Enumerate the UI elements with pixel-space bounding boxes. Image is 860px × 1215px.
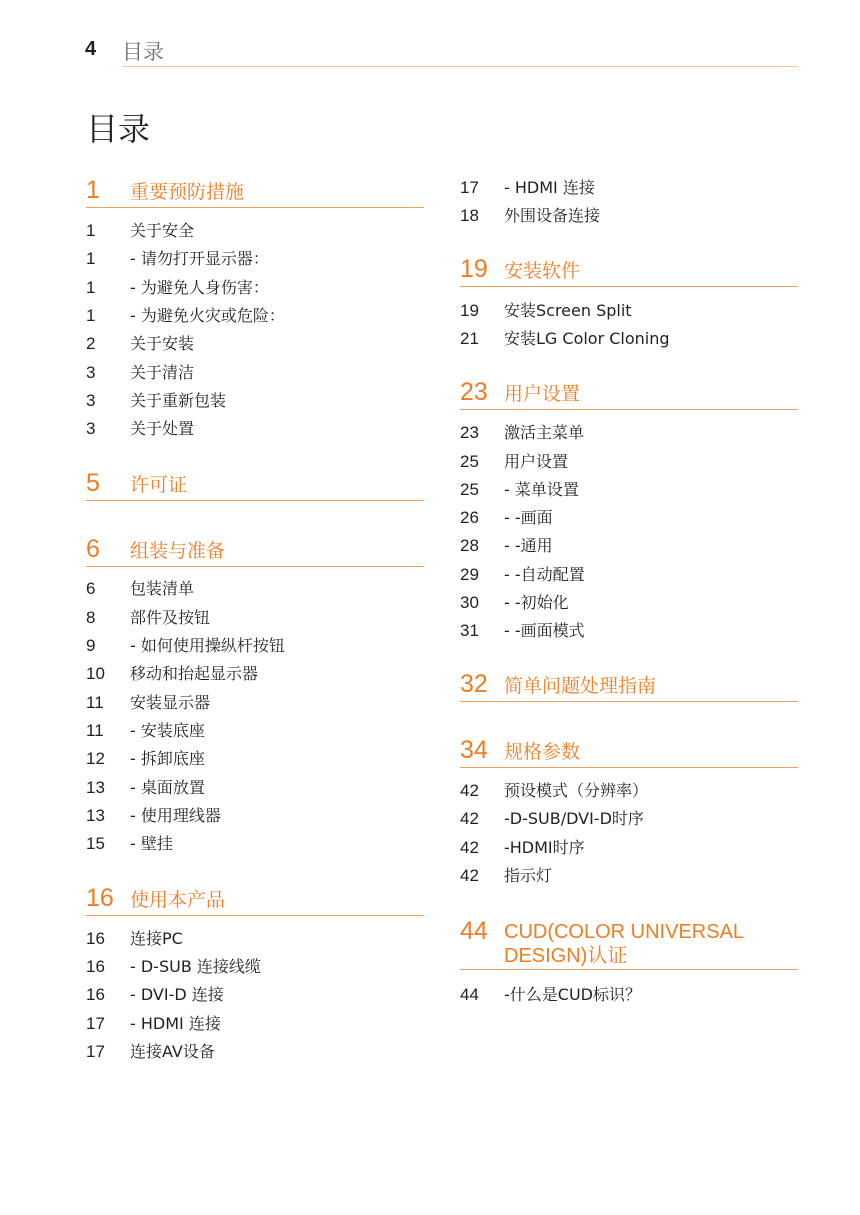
page-title: 目录: [86, 110, 151, 148]
entry-page: 23: [460, 423, 479, 442]
entry-page: 8: [86, 608, 96, 627]
section-title: 使用本产品: [130, 889, 226, 911]
entry-page: 42: [460, 809, 479, 828]
entry-text: 指示灯: [504, 866, 553, 885]
section-title: 许可证: [130, 474, 188, 496]
entry-text: - 为避免人身伤害：: [130, 278, 269, 297]
entry-text: 关于清洁: [130, 363, 195, 382]
entry-page: 30: [460, 593, 479, 612]
entry-text: 关于重新包装: [130, 391, 227, 410]
toc-section-heading[interactable]: [460, 378, 798, 410]
entry-text: - 壁挂: [130, 834, 173, 853]
entry-text: 连接PC: [130, 929, 183, 948]
entry-page: 16: [86, 957, 105, 976]
entry-page: 29: [460, 565, 479, 584]
entry-text: 移动和抬起显示器: [130, 664, 259, 683]
entry-page: 11: [86, 721, 104, 740]
entry-page: 1: [86, 278, 96, 297]
entry-text: 关于安全: [130, 221, 195, 240]
entry-page: 2: [86, 334, 96, 353]
entry-text: 关于安装: [130, 334, 195, 353]
entry-page: 11: [86, 693, 104, 712]
entry-page: 10: [86, 664, 105, 683]
section-number: 1: [86, 176, 100, 204]
entry-text: - 请勿打开显示器：: [130, 249, 269, 268]
entry-text: - 安装底座: [130, 721, 205, 740]
section-title: 规格参数: [504, 741, 581, 763]
entry-text: -HDMI时序: [504, 838, 585, 857]
section-title: CUD(COLOR UNIVERSAL DESIGN)认证: [504, 921, 744, 967]
page-number: 4: [85, 38, 97, 60]
toc-section[interactable]: [86, 535, 424, 567]
entry-text: -D-SUB/DVI-D时序: [504, 809, 644, 828]
section-number: 5: [86, 469, 100, 497]
entry-text: - -画面: [504, 508, 553, 527]
header-title: 目录: [122, 40, 164, 64]
toc-section[interactable]: [86, 176, 424, 208]
entry-text: - 为避免火灾或危险：: [130, 306, 285, 325]
section-number: 23: [460, 378, 488, 406]
section-title: 简单问题处理指南: [504, 675, 657, 697]
entry-text: 外围设备连接: [504, 206, 601, 225]
entry-page: 31: [460, 621, 479, 640]
entry-text: 关于处置: [130, 419, 195, 438]
entry-text: 激活主菜单: [504, 423, 585, 442]
entry-text: 包装清单: [130, 579, 195, 598]
section-title: 重要预防措施: [130, 181, 245, 203]
entry-page: 1: [86, 249, 96, 268]
entry-text: - 使用理线器: [130, 806, 221, 825]
toc-section[interactable]: [460, 255, 798, 287]
entry-page: 3: [86, 391, 96, 410]
entry-page: 16: [86, 929, 105, 948]
toc-section-heading[interactable]: [86, 469, 424, 501]
toc-section[interactable]: [460, 736, 798, 768]
entry-text: 安装显示器: [130, 693, 211, 712]
toc-section[interactable]: [460, 670, 798, 702]
entry-text: - 拆卸底座: [130, 749, 205, 768]
toc-section[interactable]: [86, 469, 424, 501]
toc-section-heading[interactable]: [460, 670, 798, 702]
entry-text: 部件及按钮: [130, 608, 211, 627]
entry-text: - 如何使用操纵杆按钮: [130, 636, 285, 655]
entry-page: 1: [86, 221, 96, 240]
entry-page: 25: [460, 452, 479, 471]
entry-page: 3: [86, 363, 96, 382]
entry-page: 17: [86, 1042, 105, 1061]
entry-text: - 菜单设置: [504, 480, 579, 499]
section-title: 安装软件: [504, 260, 581, 282]
entry-text: 用户设置: [504, 452, 569, 471]
entry-page: 9: [86, 636, 96, 655]
entry-text: 安装Screen Split: [504, 301, 632, 320]
entry-page: 16: [86, 985, 105, 1004]
entry-text: - -画面模式: [504, 621, 585, 640]
entry-text: - HDMI 连接: [130, 1014, 221, 1033]
toc-section-heading[interactable]: [86, 176, 424, 208]
entry-text: - -通用: [504, 536, 553, 555]
entry-page: 44: [460, 985, 479, 1004]
entry-text: 预设模式（分辨率）: [504, 781, 649, 800]
entry-page: 42: [460, 838, 479, 857]
entry-page: 13: [86, 778, 105, 797]
entry-page: 13: [86, 806, 105, 825]
entry-page: 19: [460, 301, 479, 320]
entry-page: 1: [86, 306, 96, 325]
toc-section-heading[interactable]: [460, 736, 798, 768]
section-number: 16: [86, 884, 114, 912]
section-number: 44: [460, 917, 488, 945]
entry-page: 12: [86, 749, 105, 768]
entry-page: 6: [86, 579, 96, 598]
entry-page: 42: [460, 781, 479, 800]
entry-page: 3: [86, 419, 96, 438]
entry-page: 15: [86, 834, 105, 853]
entry-page: 17: [460, 178, 479, 197]
toc-section-heading[interactable]: [460, 255, 798, 287]
entry-text: 安装LG Color Cloning: [504, 329, 670, 348]
entry-page: 17: [86, 1014, 105, 1033]
entry-text: - DVI-D 连接: [130, 985, 224, 1004]
entry-page: 42: [460, 866, 479, 885]
entry-text: - -自动配置: [504, 565, 585, 584]
toc-section-heading[interactable]: [86, 535, 424, 567]
section-number: 32: [460, 670, 488, 698]
entry-page: 28: [460, 536, 479, 555]
entry-text: - HDMI 连接: [504, 178, 595, 197]
entry-text: - D-SUB 连接线缆: [130, 957, 261, 976]
section-number: 19: [460, 255, 488, 283]
section-number: 34: [460, 736, 488, 764]
entry-text: - 桌面放置: [130, 778, 205, 797]
toc-section-heading[interactable]: [460, 916, 798, 970]
entry-text: - -初始化: [504, 593, 569, 612]
page-header: [85, 36, 798, 68]
entry-text: 连接AV设备: [130, 1042, 215, 1061]
section-title: 组装与准备: [130, 540, 226, 562]
entry-page: 26: [460, 508, 479, 527]
toc-section[interactable]: [460, 916, 798, 970]
toc-section-heading[interactable]: [86, 884, 424, 916]
toc-section[interactable]: [86, 884, 424, 916]
entry-page: 21: [460, 329, 479, 348]
entry-page: 25: [460, 480, 479, 499]
section-title: 用户设置: [504, 383, 581, 405]
header-rule: [122, 66, 798, 67]
section-number: 6: [86, 535, 100, 563]
entry-page: 18: [460, 206, 479, 225]
entry-text: -什么是CUD标识？: [504, 985, 641, 1004]
toc-section[interactable]: [460, 378, 798, 410]
